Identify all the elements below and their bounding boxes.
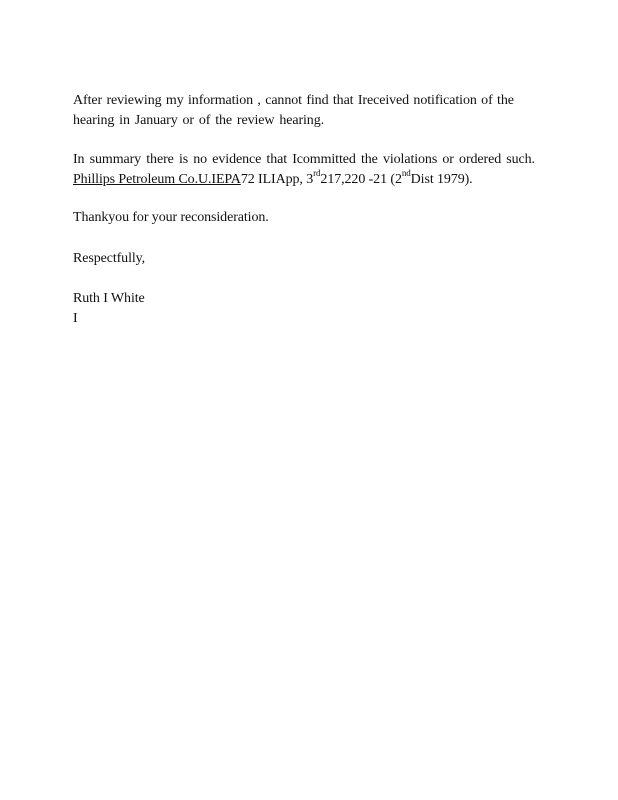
closing-line: Respectfully, [73,251,146,266]
citation-part2: 217,220 -21 (2 [320,172,402,187]
citation-sup1: rd [313,168,321,179]
citation-case-name: Phillips Petroleum Co.U.IEPA [73,172,241,187]
paragraph2-line1: In summary there is no evidence that Icommitted the violations or ordered such. [73,152,535,167]
citation-part3: Dist 1979). [410,172,473,187]
citation-sup2: nd [401,168,411,179]
citation-part1: 72 ILIApp, 3 [240,172,314,187]
signature-initial: I [73,311,78,326]
citation-line [73,168,473,189]
paragraph1-line1: After reviewing my information , cannot find that Ireceived notification of the [73,93,514,108]
signature-name: Ruth I White [73,291,145,306]
paragraph1-line2: hearing in January or of the review hearing. [73,113,325,128]
thanks-line: Thankyou for your reconsideration. [73,210,269,225]
